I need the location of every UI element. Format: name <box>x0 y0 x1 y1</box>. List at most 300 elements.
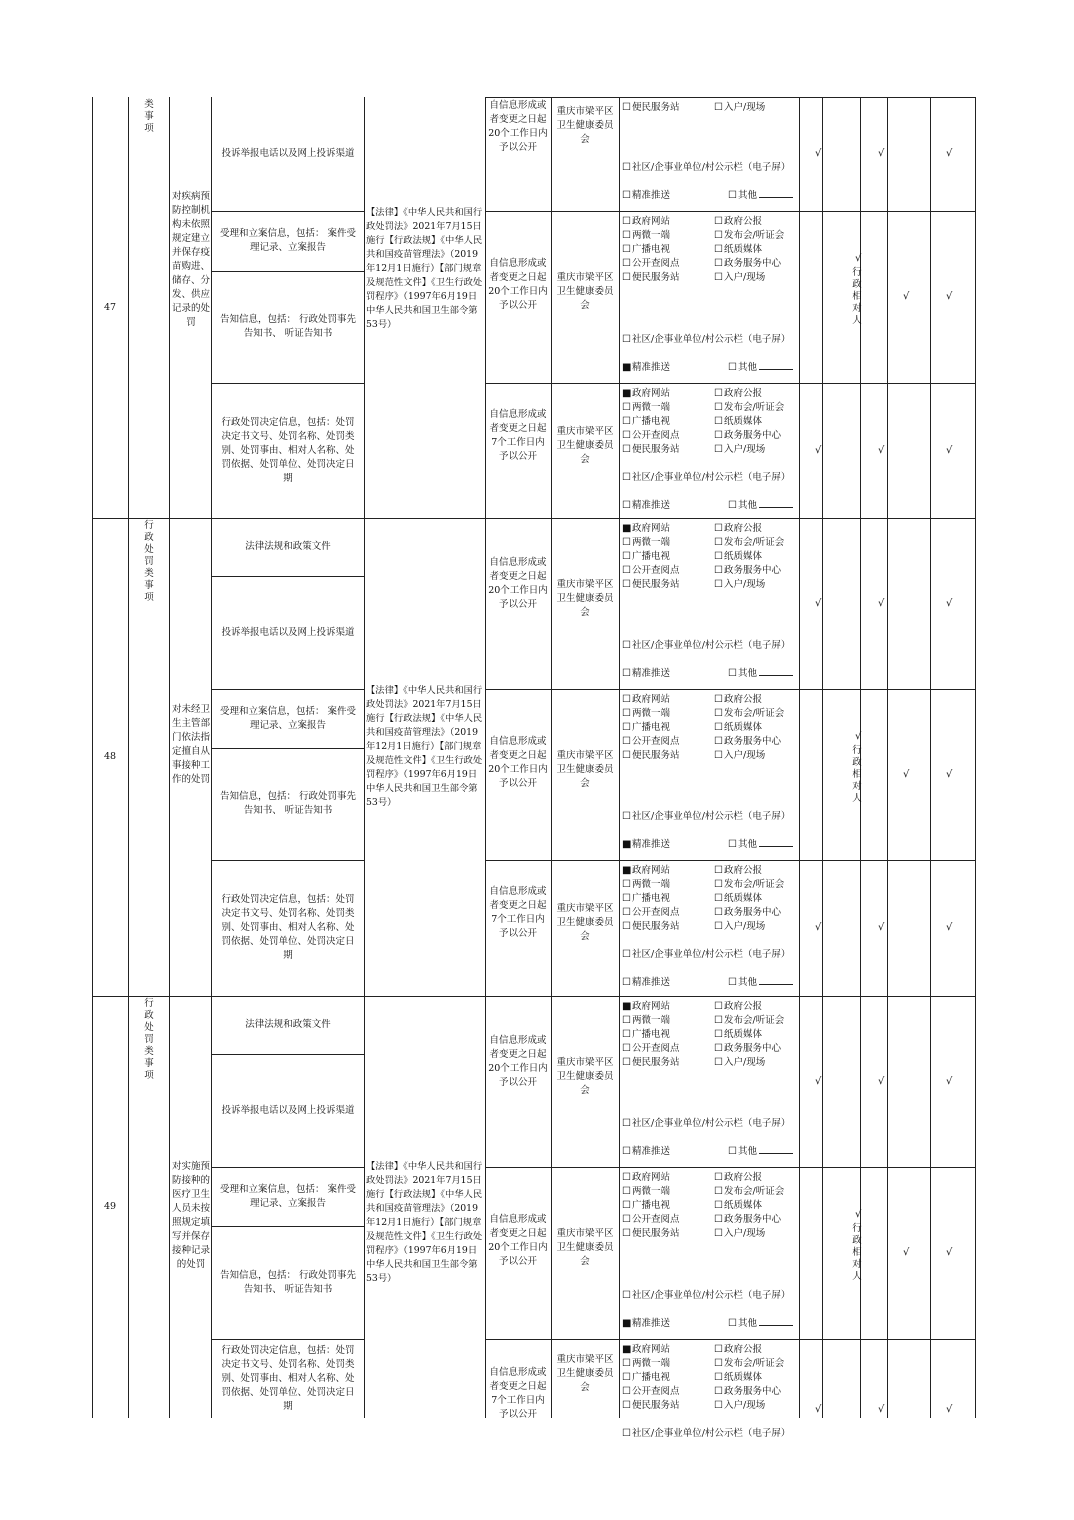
channel-radio_tv: 广播电视 <box>632 893 671 904</box>
channel-press: 发布会/听证会 <box>724 537 785 548</box>
disclosure-time: 自信息形成或者变更之日起20个工作日内予以公开 <box>488 1214 548 1267</box>
checkbox[interactable]: ☐ <box>714 551 723 562</box>
checkbox[interactable]: ☐ <box>622 907 631 918</box>
channel-community: 社区/企事业单位/村公示栏（电子屏） <box>632 334 791 345</box>
blank-line <box>759 1317 793 1326</box>
grid-line-vertical <box>364 97 365 1418</box>
checkbox[interactable]: ☐ <box>622 1186 631 1197</box>
checkbox[interactable]: ☐ <box>622 402 631 413</box>
channel-gov_site: 政府网站 <box>632 388 671 399</box>
subject-label: 行政相对人 <box>852 1223 862 1282</box>
checkbox[interactable]: ☐ <box>622 640 631 651</box>
channel-paper: 纸质媒体 <box>724 722 763 733</box>
checkbox[interactable]: ☐ <box>714 230 723 241</box>
blank-line <box>759 1145 793 1154</box>
checkbox[interactable]: ☐ <box>714 1228 723 1239</box>
channel-precise: 精准推送 <box>632 668 671 679</box>
checkbox[interactable]: ☐ <box>622 537 631 548</box>
channel-library: 公开查阅点 <box>632 736 680 747</box>
channel-precise: 精准推送 <box>632 362 671 373</box>
checkbox[interactable]: ☐ <box>622 750 631 761</box>
channel-gov_gazette: 政府公报 <box>724 216 763 227</box>
channel-community: 社区/企事业单位/村公示栏（电子屏） <box>632 811 791 822</box>
channel-paper: 纸质媒体 <box>724 893 763 904</box>
checkbox[interactable]: ☐ <box>714 1172 723 1183</box>
checkbox[interactable]: ☐ <box>622 162 631 173</box>
channel-two_micro: 两微一端 <box>632 1015 671 1026</box>
checkbox[interactable]: ☐ <box>728 668 737 679</box>
content-penalty-decision: 行政处罚决定信息，包括：处罚决定书文号、处罚名称、处罚类别、处罚事由、相对人名称、处罚依据、处罚单位、处罚决定日期 <box>221 894 355 961</box>
checkbox[interactable]: ☐ <box>622 694 631 705</box>
checkbox[interactable]: ☐ <box>714 444 723 455</box>
channel-gov_gazette: 政府公报 <box>724 1344 763 1355</box>
channel-on_site: 入户/现场 <box>724 1057 766 1068</box>
content-case-acceptance: 受理和立案信息，包括： 案件受理记录、立案报告 <box>219 1183 357 1209</box>
grid-line-vertical <box>822 97 823 1418</box>
check-mark: √ <box>855 253 862 264</box>
check-mark: √ <box>903 768 910 780</box>
grid-line-horizontal <box>485 860 976 861</box>
disclosure-time: 自信息形成或者变更之日起7个工作日内予以公开 <box>489 1367 547 1420</box>
checkbox[interactable]: ☐ <box>714 579 723 590</box>
grid-line-vertical <box>799 97 800 1418</box>
checkbox[interactable]: ☐ <box>714 258 723 269</box>
channel-precise: 精准推送 <box>632 839 671 850</box>
checkbox[interactable]: ☐ <box>714 388 723 399</box>
checkbox[interactable]: ☐ <box>622 272 631 283</box>
checkbox[interactable]: ☐ <box>622 1400 631 1411</box>
channel-community: 社区/企事业单位/村公示栏（电子屏） <box>632 162 791 173</box>
channel-gov_site: 政府网站 <box>632 1001 671 1012</box>
channel-service_center: 政务服务中心 <box>724 258 782 269</box>
check-mark: √ <box>946 444 953 456</box>
checkbox[interactable]: ☐ <box>714 1344 723 1355</box>
channel-paper: 纸质媒体 <box>724 1029 763 1040</box>
checkbox[interactable]: ■ <box>622 388 632 399</box>
category-label: 行政处罚类事项 <box>144 520 154 603</box>
channel-radio_tv: 广播电视 <box>632 416 671 427</box>
subject-label: 行政相对人 <box>852 744 862 804</box>
channel-precise: 精准推送 <box>632 1318 671 1329</box>
disclosure-time: 自信息形成或者变更之日起20个工作日内予以公开 <box>488 735 548 789</box>
content-complaint-channels: 投诉举报电话以及网上投诉渠道 <box>221 148 355 159</box>
category-label: 行政处罚类事项 <box>144 998 154 1081</box>
checkbox[interactable]: ☐ <box>714 708 723 719</box>
channel-precise: 精准推送 <box>632 1146 671 1157</box>
checkbox[interactable]: ☐ <box>728 500 737 511</box>
grid-line-horizontal <box>485 518 976 519</box>
channel-gov_gazette: 政府公报 <box>724 388 763 399</box>
checkbox[interactable]: ☐ <box>622 1172 631 1183</box>
channel-community: 社区/企事业单位/村公示栏（电子屏） <box>632 1290 791 1301</box>
channel-gov_gazette: 政府公报 <box>724 865 763 876</box>
checkbox[interactable]: ☐ <box>714 1200 723 1211</box>
check-mark: √ <box>815 597 822 609</box>
disclosure-time: 自信息形成或者变更之日起20个工作日内予以公开 <box>488 100 548 153</box>
checkbox[interactable]: ☐ <box>728 1318 737 1329</box>
item-name: 对未经卫生主管部门依法指定擅自从事接种工作的处罚 <box>171 704 210 785</box>
channel-service_center: 政务服务中心 <box>724 907 782 918</box>
checkbox[interactable]: ☐ <box>714 736 723 747</box>
row-number: 48 <box>103 751 117 762</box>
check-mark: √ <box>946 1404 953 1415</box>
checkbox[interactable]: ☐ <box>714 750 723 761</box>
checkbox[interactable]: ☐ <box>622 1043 631 1054</box>
checkbox[interactable]: ☐ <box>622 811 631 822</box>
checkbox[interactable]: ☐ <box>714 722 723 733</box>
checkbox[interactable]: ☐ <box>622 879 631 890</box>
disclosure-time: 自信息形成或者变更之日起20个工作日内予以公开 <box>488 556 548 610</box>
checkbox[interactable]: ☐ <box>728 839 737 850</box>
checkbox[interactable]: ☐ <box>728 977 737 988</box>
item-name: 对实施预防接种的医疗卫生人员未按照规定填写并保存接种记录的处罚 <box>171 1161 210 1270</box>
channel-other: 其他 <box>738 1317 793 1331</box>
checkbox[interactable]: ☐ <box>714 1214 723 1225</box>
channel-gov_gazette: 政府公报 <box>724 523 763 534</box>
checkbox[interactable]: ☐ <box>728 190 737 201</box>
disclosure-time: 自信息形成或者变更之日起20个工作日内予以公开 <box>488 258 548 311</box>
channel-other: 其他 <box>738 838 793 852</box>
disclosure-agency: 重庆市梁平区卫生健康委员会 <box>556 1056 614 1096</box>
content-notice-info: 告知信息，包括： 行政处罚事先告知书、 听证告知书 <box>219 314 357 339</box>
channel-service_station: 便民服务站 <box>632 1228 680 1239</box>
check-mark: √ <box>815 148 822 159</box>
checkbox[interactable]: ■ <box>622 362 632 373</box>
blank-line <box>759 838 793 847</box>
channel-paper: 纸质媒体 <box>724 1372 763 1383</box>
checkbox[interactable]: ☐ <box>622 1146 631 1157</box>
checkbox[interactable]: ☐ <box>622 500 631 511</box>
channel-paper: 纸质媒体 <box>724 551 763 562</box>
checkbox[interactable]: ☐ <box>622 244 631 255</box>
grid-line-vertical <box>169 97 170 1418</box>
checkbox[interactable]: ☐ <box>622 1200 631 1211</box>
check-mark: √ <box>855 730 862 742</box>
legal-basis: 【法律】《中华人民共和国行政处罚法》2021年7月15日施行【行政法规】《中华人民共和国疫苗管理法》（2019年12月1日施行）【部门规章及规范性文件】《卫生行政处罚程序》（1997年6月19日中华人民共和国卫生部令第53号） <box>366 685 483 808</box>
channel-service_center: 政务服务中心 <box>724 430 782 441</box>
blank-line <box>759 976 793 985</box>
check-mark: √ <box>878 922 885 933</box>
checkbox[interactable]: ☐ <box>622 1118 631 1129</box>
check-mark: √ <box>946 922 953 933</box>
checkbox[interactable]: ☐ <box>622 334 631 345</box>
channel-service_center: 政务服务中心 <box>724 1386 782 1397</box>
grid-line-horizontal <box>485 996 976 997</box>
grid-line-vertical <box>485 97 486 1418</box>
channel-library: 公开查阅点 <box>632 1386 680 1397</box>
row-number: 49 <box>103 1201 117 1212</box>
blank-line <box>759 361 793 370</box>
channel-other: 其他 <box>738 976 793 990</box>
check-mark: √ <box>878 597 885 609</box>
channel-two_micro: 两微一端 <box>632 708 671 719</box>
channel-on_site: 入户/现场 <box>724 1228 766 1239</box>
channel-service_center: 政务服务中心 <box>724 1214 782 1225</box>
channel-other: 其他 <box>738 361 793 375</box>
checkbox[interactable]: ☐ <box>622 1428 631 1439</box>
disclosure-agency: 重庆市梁平区卫生健康委员会 <box>556 1228 614 1267</box>
checkbox[interactable]: ☐ <box>622 708 631 719</box>
channel-radio_tv: 广播电视 <box>632 551 671 562</box>
channel-paper: 纸质媒体 <box>724 416 763 427</box>
channel-gov_site: 政府网站 <box>632 694 671 705</box>
check-mark: √ <box>946 597 953 609</box>
disclosure-agency: 重庆市梁平区卫生健康委员会 <box>556 106 614 145</box>
checkbox[interactable]: ☐ <box>622 258 631 269</box>
check-mark: √ <box>946 291 953 302</box>
channel-library: 公开查阅点 <box>632 907 680 918</box>
channel-community: 社区/企事业单位/村公示栏（电子屏） <box>632 1428 791 1439</box>
check-mark: √ <box>815 1404 822 1415</box>
checkbox[interactable]: ☐ <box>714 907 723 918</box>
grid-line-horizontal <box>485 689 976 690</box>
checkbox[interactable]: ☐ <box>714 921 723 932</box>
subject-label: 行政相对人 <box>852 267 862 326</box>
check-mark: √ <box>903 291 910 302</box>
checkbox[interactable]: ☐ <box>622 216 631 227</box>
channel-press: 发布会/听证会 <box>724 402 785 413</box>
channel-radio_tv: 广播电视 <box>632 1029 671 1040</box>
checkbox[interactable]: ☐ <box>622 668 631 679</box>
disclosure-agency: 重庆市梁平区卫生健康委员会 <box>556 272 614 311</box>
checkbox[interactable]: ☐ <box>714 430 723 441</box>
checkbox[interactable]: ☐ <box>622 444 631 455</box>
grid-line-vertical <box>211 97 212 1418</box>
content-penalty-decision: 行政处罚决定信息，包括：处罚决定书文号、处罚名称、处罚类别、处罚事由、相对人名称、处罚依据、处罚单位、处罚决定日期 <box>221 1344 355 1412</box>
disclosure-time: 自信息形成或者变更之日起7个工作日内予以公开 <box>489 409 547 462</box>
checkbox[interactable]: ☐ <box>714 694 723 705</box>
checkbox[interactable]: ☐ <box>622 1029 631 1040</box>
checkbox[interactable]: ■ <box>622 1318 632 1329</box>
checkbox[interactable]: ☐ <box>622 1214 631 1225</box>
channel-paper: 纸质媒体 <box>724 244 763 255</box>
channel-library: 公开查阅点 <box>632 430 680 441</box>
channel-community: 社区/企事业单位/村公示栏（电子屏） <box>632 1118 791 1129</box>
checkbox[interactable]: ☐ <box>622 565 631 576</box>
disclosure-time: 自信息形成或者变更之日起20个工作日内予以公开 <box>488 1034 548 1088</box>
channel-library: 公开查阅点 <box>632 565 680 576</box>
channel-press: 发布会/听证会 <box>724 879 785 890</box>
checkbox[interactable]: ☐ <box>714 523 723 534</box>
disclosure-agency: 重庆市梁平区卫生健康委员会 <box>556 425 614 465</box>
channel-gov_gazette: 政府公报 <box>724 694 763 705</box>
checkbox[interactable]: ☐ <box>622 1290 631 1301</box>
checkbox[interactable]: ☐ <box>714 1372 723 1383</box>
channel-on_site: 入户/现场 <box>724 1400 766 1411</box>
channel-library: 公开查阅点 <box>632 1043 680 1054</box>
content-notice-info: 告知信息，包括： 行政处罚事先告知书、 听证告知书 <box>219 791 357 816</box>
disclosure-agency: 重庆市梁平区卫生健康委员会 <box>556 903 614 942</box>
checkbox[interactable]: ☐ <box>714 216 723 227</box>
channel-precise: 精准推送 <box>632 977 671 988</box>
check-mark: √ <box>946 1247 953 1258</box>
checkbox[interactable]: ☐ <box>622 430 631 441</box>
channel-two_micro: 两微一端 <box>632 230 671 241</box>
channel-press: 发布会/听证会 <box>724 230 785 241</box>
channel-service_center: 政务服务中心 <box>724 1043 782 1054</box>
channel-press: 发布会/听证会 <box>724 1015 785 1026</box>
channel-gov_site: 政府网站 <box>632 523 671 534</box>
checkbox[interactable]: ☐ <box>714 1015 723 1026</box>
checkbox[interactable]: ■ <box>622 1001 632 1012</box>
checkbox[interactable]: ☐ <box>714 1400 723 1411</box>
check-mark: √ <box>946 1075 953 1087</box>
channel-on_site: 入户/现场 <box>724 579 766 590</box>
check-mark: √ <box>903 1247 910 1258</box>
channel-library: 公开查阅点 <box>632 1214 680 1225</box>
checkbox[interactable]: ☐ <box>714 893 723 904</box>
checkbox[interactable]: ☐ <box>714 402 723 413</box>
content-case-acceptance: 受理和立案信息，包括： 案件受理记录、立案报告 <box>219 705 357 731</box>
channel-service_station: 便民服务站 <box>632 1057 680 1068</box>
check-mark: √ <box>878 148 885 159</box>
channel-radio_tv: 广播电视 <box>632 722 671 733</box>
channel-other: 其他 <box>738 1145 793 1159</box>
checkbox[interactable]: ☐ <box>622 1228 631 1239</box>
content-laws-policies: 法律法规和政策文件 <box>245 1019 331 1030</box>
channel-two_micro: 两微一端 <box>632 402 671 413</box>
channel-library: 公开查阅点 <box>632 258 680 269</box>
checkbox[interactable]: ☐ <box>714 272 723 283</box>
channel-two_micro: 两微一端 <box>632 1358 671 1369</box>
channel-two_micro: 两微一端 <box>632 1186 671 1197</box>
checkbox[interactable]: ☐ <box>622 551 631 562</box>
channel-two_micro: 两微一端 <box>632 537 671 548</box>
checkbox[interactable]: ☐ <box>714 244 723 255</box>
checkbox[interactable]: ☐ <box>622 579 631 590</box>
checkbox[interactable]: ☐ <box>622 230 631 241</box>
content-case-acceptance: 受理和立案信息，包括： 案件受理记录、立案报告 <box>219 228 357 253</box>
channel-gov_site: 政府网站 <box>632 1344 671 1355</box>
checkbox[interactable]: ☐ <box>714 1358 723 1369</box>
grid-line-horizontal <box>485 383 976 384</box>
checkbox[interactable]: ■ <box>622 839 632 850</box>
grid-line-vertical <box>975 97 976 1418</box>
grid-line-vertical <box>619 97 620 1418</box>
channel-two_micro: 两微一端 <box>632 879 671 890</box>
content-penalty-decision: 行政处罚决定信息，包括：处罚决定书文号、处罚名称、处罚类别、处罚事由、相对人名称、处罚依据、处罚单位、处罚决定日期 <box>221 416 355 484</box>
disclosure-agency: 重庆市梁平区卫生健康委员会 <box>556 749 614 789</box>
grid-line-vertical <box>887 97 888 1418</box>
checkbox[interactable]: ☐ <box>622 1386 631 1397</box>
channel-radio_tv: 广播电视 <box>632 1200 671 1211</box>
content-complaint-channels: 投诉举报电话以及网上投诉渠道 <box>221 1104 355 1116</box>
channel-other: 其他 <box>738 499 793 513</box>
checkbox[interactable]: ☐ <box>622 190 631 201</box>
checkbox[interactable]: ☐ <box>714 1186 723 1197</box>
checkbox[interactable]: ☐ <box>622 949 631 960</box>
content-notice-info: 告知信息，包括： 行政处罚事先告知书、 听证告知书 <box>219 1269 357 1295</box>
check-mark: √ <box>946 768 953 780</box>
checkbox[interactable]: ☐ <box>622 416 631 427</box>
checkbox[interactable]: ☐ <box>714 565 723 576</box>
checkbox[interactable]: ☐ <box>622 921 631 932</box>
check-mark: √ <box>878 444 885 456</box>
checkbox[interactable]: ■ <box>622 1344 632 1355</box>
checkbox[interactable]: ■ <box>622 523 632 534</box>
channel-on_site: 入户/现场 <box>724 444 766 455</box>
item-name: 对疾病预防控制机构未依照规定建立并保存疫苗购进、储存、分发、供应记录的处罚 <box>171 191 210 328</box>
channel-press: 发布会/听证会 <box>724 1186 785 1197</box>
checkbox[interactable]: ☐ <box>714 865 723 876</box>
channel-on_site: 入户/现场 <box>724 102 766 113</box>
channel-service_center: 政务服务中心 <box>724 736 782 747</box>
checkbox[interactable]: ☐ <box>714 102 723 113</box>
disclosure-time: 自信息形成或者变更之日起7个工作日内予以公开 <box>489 886 547 939</box>
checkbox[interactable]: ☐ <box>714 537 723 548</box>
channel-gov_site: 政府网站 <box>632 865 671 876</box>
grid-line-vertical <box>128 97 129 1418</box>
channel-community: 社区/企事业单位/村公示栏（电子屏） <box>632 472 791 483</box>
channel-gov_site: 政府网站 <box>632 1172 671 1183</box>
checkbox[interactable]: ☐ <box>622 1358 631 1369</box>
checkbox[interactable]: ☐ <box>622 102 631 113</box>
checkbox[interactable]: ☐ <box>714 1386 723 1397</box>
channel-gov_gazette: 政府公报 <box>724 1172 763 1183</box>
content-complaint-channels: 投诉举报电话以及网上投诉渠道 <box>221 626 355 638</box>
channel-service_station: 便民服务站 <box>632 102 680 113</box>
legal-basis: 【法律】《中华人民共和国行政处罚法》2021年7月15日施行【行政法规】《中华人民共和国疫苗管理法》（2019年12月1日施行）【部门规章及规范性文件】《卫生行政处罚程序》（1997年6月19日中华人民共和国卫生部令第53号） <box>366 1161 483 1284</box>
checkbox[interactable]: ☐ <box>622 893 631 904</box>
checkbox[interactable]: ☐ <box>622 1015 631 1026</box>
checkbox[interactable]: ☐ <box>714 1057 723 1068</box>
blank-line <box>759 499 793 508</box>
checkbox[interactable]: ☐ <box>622 722 631 733</box>
checkbox[interactable]: ☐ <box>728 1146 737 1157</box>
grid-line-horizontal <box>485 97 976 98</box>
row-number: 47 <box>103 301 117 313</box>
checkbox[interactable]: ☐ <box>714 1001 723 1012</box>
checkbox[interactable]: ☐ <box>728 362 737 373</box>
checkbox[interactable]: ☐ <box>714 879 723 890</box>
checkbox[interactable]: ☐ <box>714 416 723 427</box>
checkbox[interactable]: ☐ <box>622 977 631 988</box>
channel-community: 社区/企事业单位/村公示栏（电子屏） <box>632 949 791 960</box>
channel-radio_tv: 广播电视 <box>632 244 671 255</box>
grid-line-vertical <box>930 97 931 1418</box>
check-mark: √ <box>855 1209 862 1220</box>
channel-other: 其他 <box>738 667 793 681</box>
channel-other: 其他 <box>738 189 793 203</box>
checkbox[interactable]: ☐ <box>622 472 631 483</box>
channel-service_center: 政务服务中心 <box>724 565 782 576</box>
channel-service_station: 便民服务站 <box>632 579 680 590</box>
checkbox[interactable]: ☐ <box>622 736 631 747</box>
disclosure-agency: 重庆市梁平区卫生健康委员会 <box>556 578 614 618</box>
channel-precise: 精准推送 <box>632 500 671 511</box>
checkbox[interactable]: ☐ <box>714 1029 723 1040</box>
blank-line <box>759 189 793 198</box>
channel-service_station: 便民服务站 <box>632 1400 680 1411</box>
channel-on_site: 入户/现场 <box>724 750 766 761</box>
check-mark: √ <box>878 1075 885 1087</box>
channel-community: 社区/企事业单位/村公示栏（电子屏） <box>632 640 791 651</box>
disclosure-agency: 重庆市梁平区卫生健康委员会 <box>556 1353 614 1393</box>
checkbox[interactable]: ■ <box>622 865 632 876</box>
channel-service_station: 便民服务站 <box>632 921 680 932</box>
checkbox[interactable]: ☐ <box>714 1043 723 1054</box>
check-mark: √ <box>815 922 822 933</box>
category-label: 类事项 <box>144 99 154 134</box>
checkbox[interactable]: ☐ <box>622 1057 631 1068</box>
grid-line-vertical <box>551 97 552 1418</box>
channel-service_station: 便民服务站 <box>632 444 680 455</box>
grid-line-horizontal <box>485 1339 976 1340</box>
checkbox[interactable]: ☐ <box>622 1372 631 1383</box>
channel-paper: 纸质媒体 <box>724 1200 763 1211</box>
channel-precise: 精准推送 <box>632 190 671 201</box>
channel-radio_tv: 广播电视 <box>632 1372 671 1383</box>
